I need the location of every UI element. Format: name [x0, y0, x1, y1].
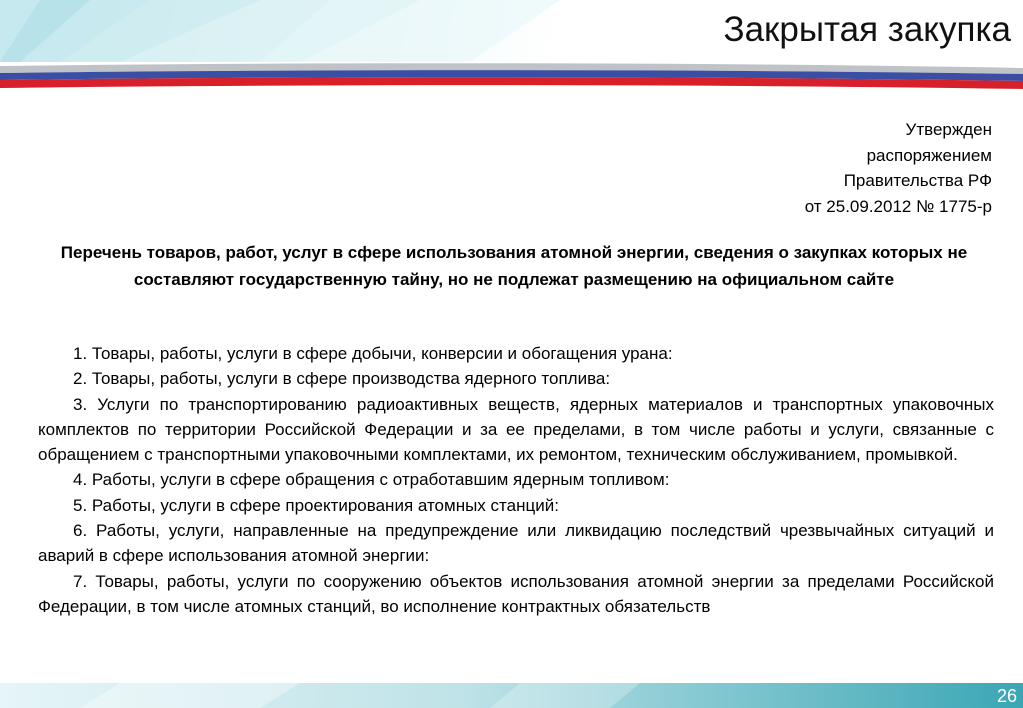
flag-stripes	[0, 62, 1023, 94]
list-title: Перечень товаров, работ, услуг в сфере использования атомной энергии, сведения о закупках которых не составляют государственную тайну, но не подлежат размещению на официальном сайте	[60, 243, 968, 289]
slide-header	[0, 0, 1023, 62]
items-list	[38, 341, 994, 619]
approval-block	[662, 117, 992, 219]
page-number: 26	[996, 686, 1017, 706]
list-item: 7. Товары, работы, услуги по сооружению объектов использования атомной энергии за пределами Российской Федерации, в том числе атомных станций, во исполнение контрактных обязательств	[38, 571, 994, 616]
approval-line: Правительства РФ	[843, 171, 992, 190]
list-item: 4. Работы, услуги в сфере обращения с отработавшим ядерным топливом:	[73, 470, 670, 490]
list-item: 1. Товары, работы, услуги в сфере добычи, конверсии и обогащения урана:	[73, 344, 673, 363]
slide-footer	[0, 683, 1023, 708]
list-item: 3. Услуги по транспортированию радиоактивных веществ, ядерных материалов и транспортных упаковочных комплектов по территории Российской Федерации и за ее пределами, в том числе работы и услуги, связанные с обращением с транспортными упаковочными комплектами, их ремонтом, техническим обслуживанием, промывкой.	[38, 394, 994, 465]
list-item: 6. Работы, услуги, направленные на предупреждение или ликвидацию последствий чрезвычайных ситуаций и аварий в сфере использования атомной энергии:	[38, 521, 994, 566]
slide-title: Закрытая закупка	[723, 10, 1011, 49]
approval-line: от 25.09.2012 № 1775-р	[804, 196, 992, 216]
approval-line: Утвержден	[905, 120, 992, 139]
list-item: 5. Работы, услуги в сфере проектирования атомных станций:	[73, 495, 559, 515]
approval-line: распоряжением	[866, 145, 992, 165]
list-item: 2. Товары, работы, услуги в сфере производства ядерного топлива:	[73, 369, 611, 389]
